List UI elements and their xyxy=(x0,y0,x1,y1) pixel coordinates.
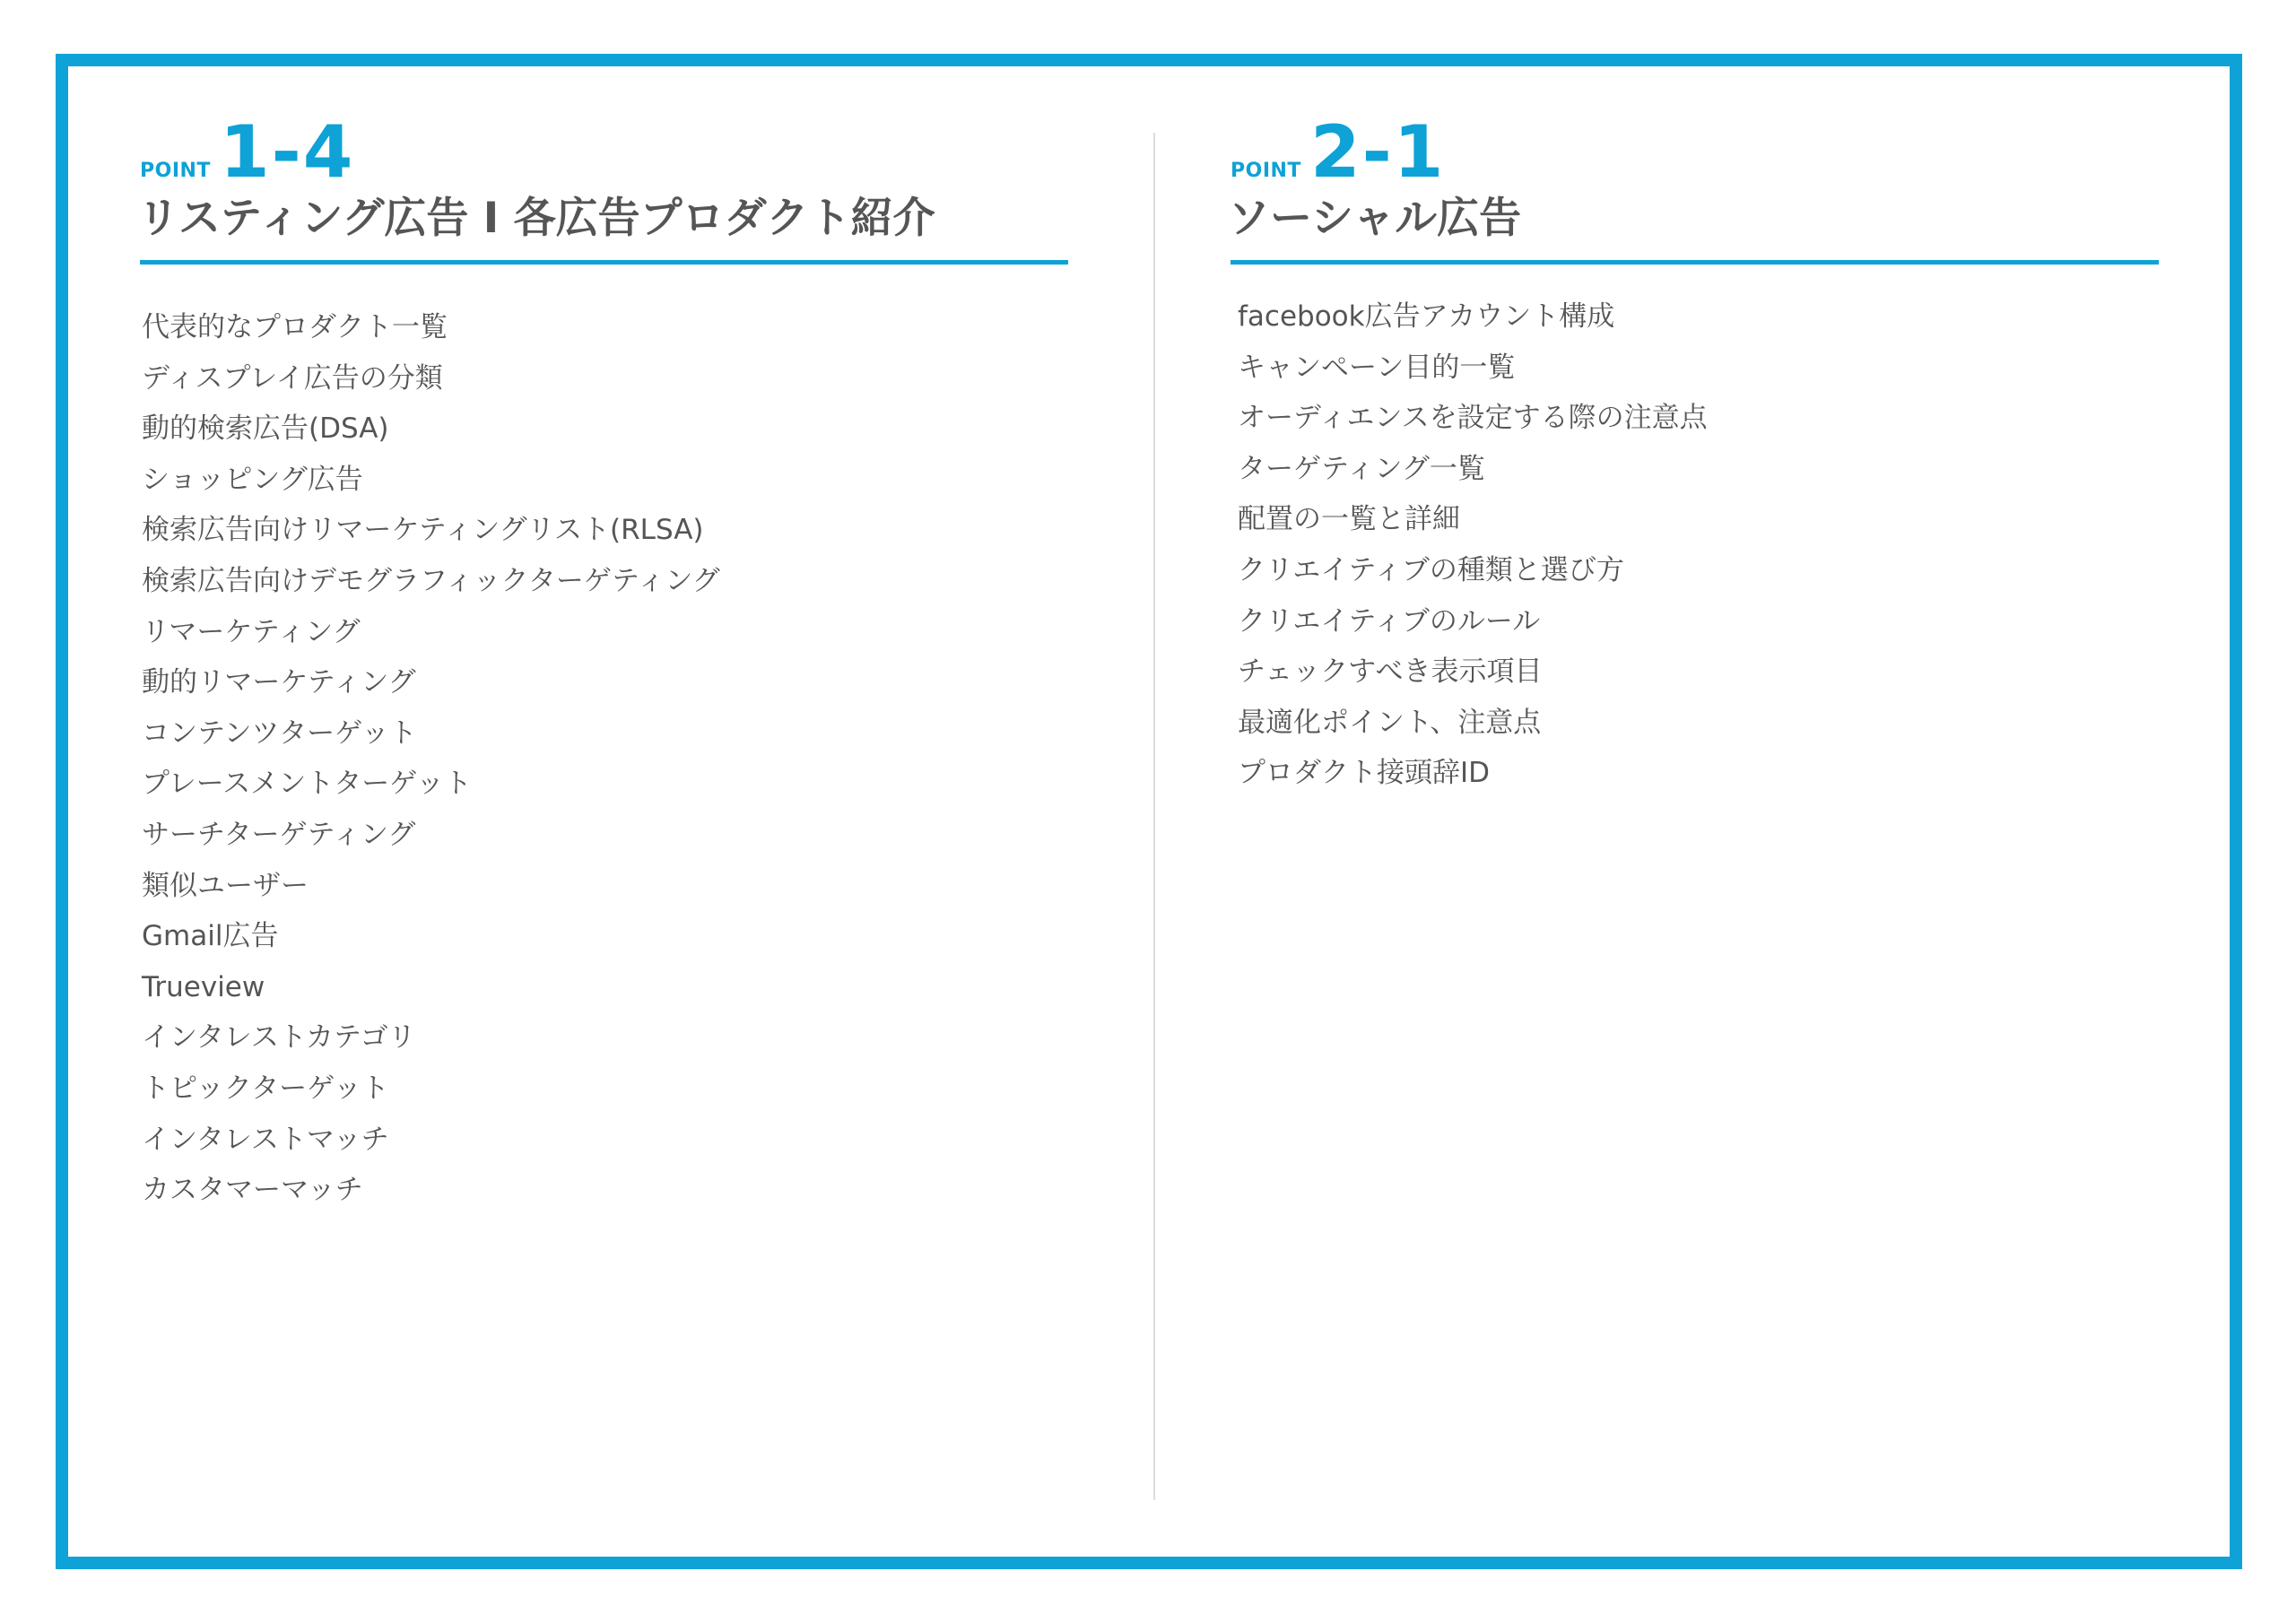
title-underline xyxy=(140,260,1068,265)
list-item: ショッピング広告 xyxy=(142,463,363,496)
point-label: POINT xyxy=(1231,160,1301,182)
list-item: ディスプレイ広告の分類 xyxy=(142,361,443,395)
point-label: POINT xyxy=(140,160,211,182)
list-item: インタレストカテゴリ xyxy=(142,1021,416,1055)
title-underline xyxy=(1231,260,2159,265)
list-item: 検索広告向けデモグラフィックターゲティング xyxy=(142,564,720,597)
list-item: プロダクト接頭辞ID xyxy=(1238,757,1491,790)
list-item: 配置の一覧と詳細 xyxy=(1238,503,1460,536)
column-divider xyxy=(1153,133,1155,1500)
list-item: 類似ユーザー xyxy=(142,869,309,902)
left-section xyxy=(137,110,1068,1216)
list-item: インタレストマッチ xyxy=(142,1123,389,1156)
list-item: クリエイティブのルール xyxy=(1238,604,1541,638)
list-item: トピックターゲット xyxy=(142,1072,389,1105)
list-item: facebook広告アカウント構成 xyxy=(1238,300,1615,333)
list-item: 動的検索広告(DSA) xyxy=(142,412,389,446)
topic-list xyxy=(1231,291,2163,799)
point-heading xyxy=(140,110,1068,194)
section-title: リスティング広告 I 各広告プロダクト紹介 xyxy=(137,194,935,243)
topic-list xyxy=(140,302,1068,1216)
list-item: Gmail広告 xyxy=(142,920,279,953)
section-title: ソーシャル広告 xyxy=(1228,194,1522,243)
list-item: Trueview xyxy=(142,970,265,1003)
list-item: オーディエンスを設定する際の注意点 xyxy=(1238,402,1708,435)
list-item: ターゲティング一覧 xyxy=(1238,452,1485,485)
list-item: チェックすべき表示項目 xyxy=(1238,655,1543,689)
point-number: 1-4 xyxy=(219,110,355,194)
right-section xyxy=(1228,110,2163,799)
list-item: キャンペーン目的一覧 xyxy=(1238,351,1516,384)
list-item: コンテンツターゲット xyxy=(142,716,417,750)
list-item: 動的リマーケティング xyxy=(142,666,416,699)
list-item: 代表的なプロダクト一覧 xyxy=(142,311,448,343)
point-heading xyxy=(1231,110,2163,194)
list-item: 検索広告向けリマーケティングリスト(RLSA) xyxy=(142,514,704,547)
list-item: リマーケティング xyxy=(142,615,361,648)
list-item: クリエイティブの種類と選び方 xyxy=(1238,553,1624,586)
list-item: カスタマーマッチ xyxy=(142,1174,363,1207)
point-number: 2-1 xyxy=(1309,110,1446,194)
list-item: 最適化ポイント、注意点 xyxy=(1238,706,1542,739)
list-item: プレースメントターゲット xyxy=(142,768,472,801)
list-item: サーチターゲティング xyxy=(142,818,416,851)
